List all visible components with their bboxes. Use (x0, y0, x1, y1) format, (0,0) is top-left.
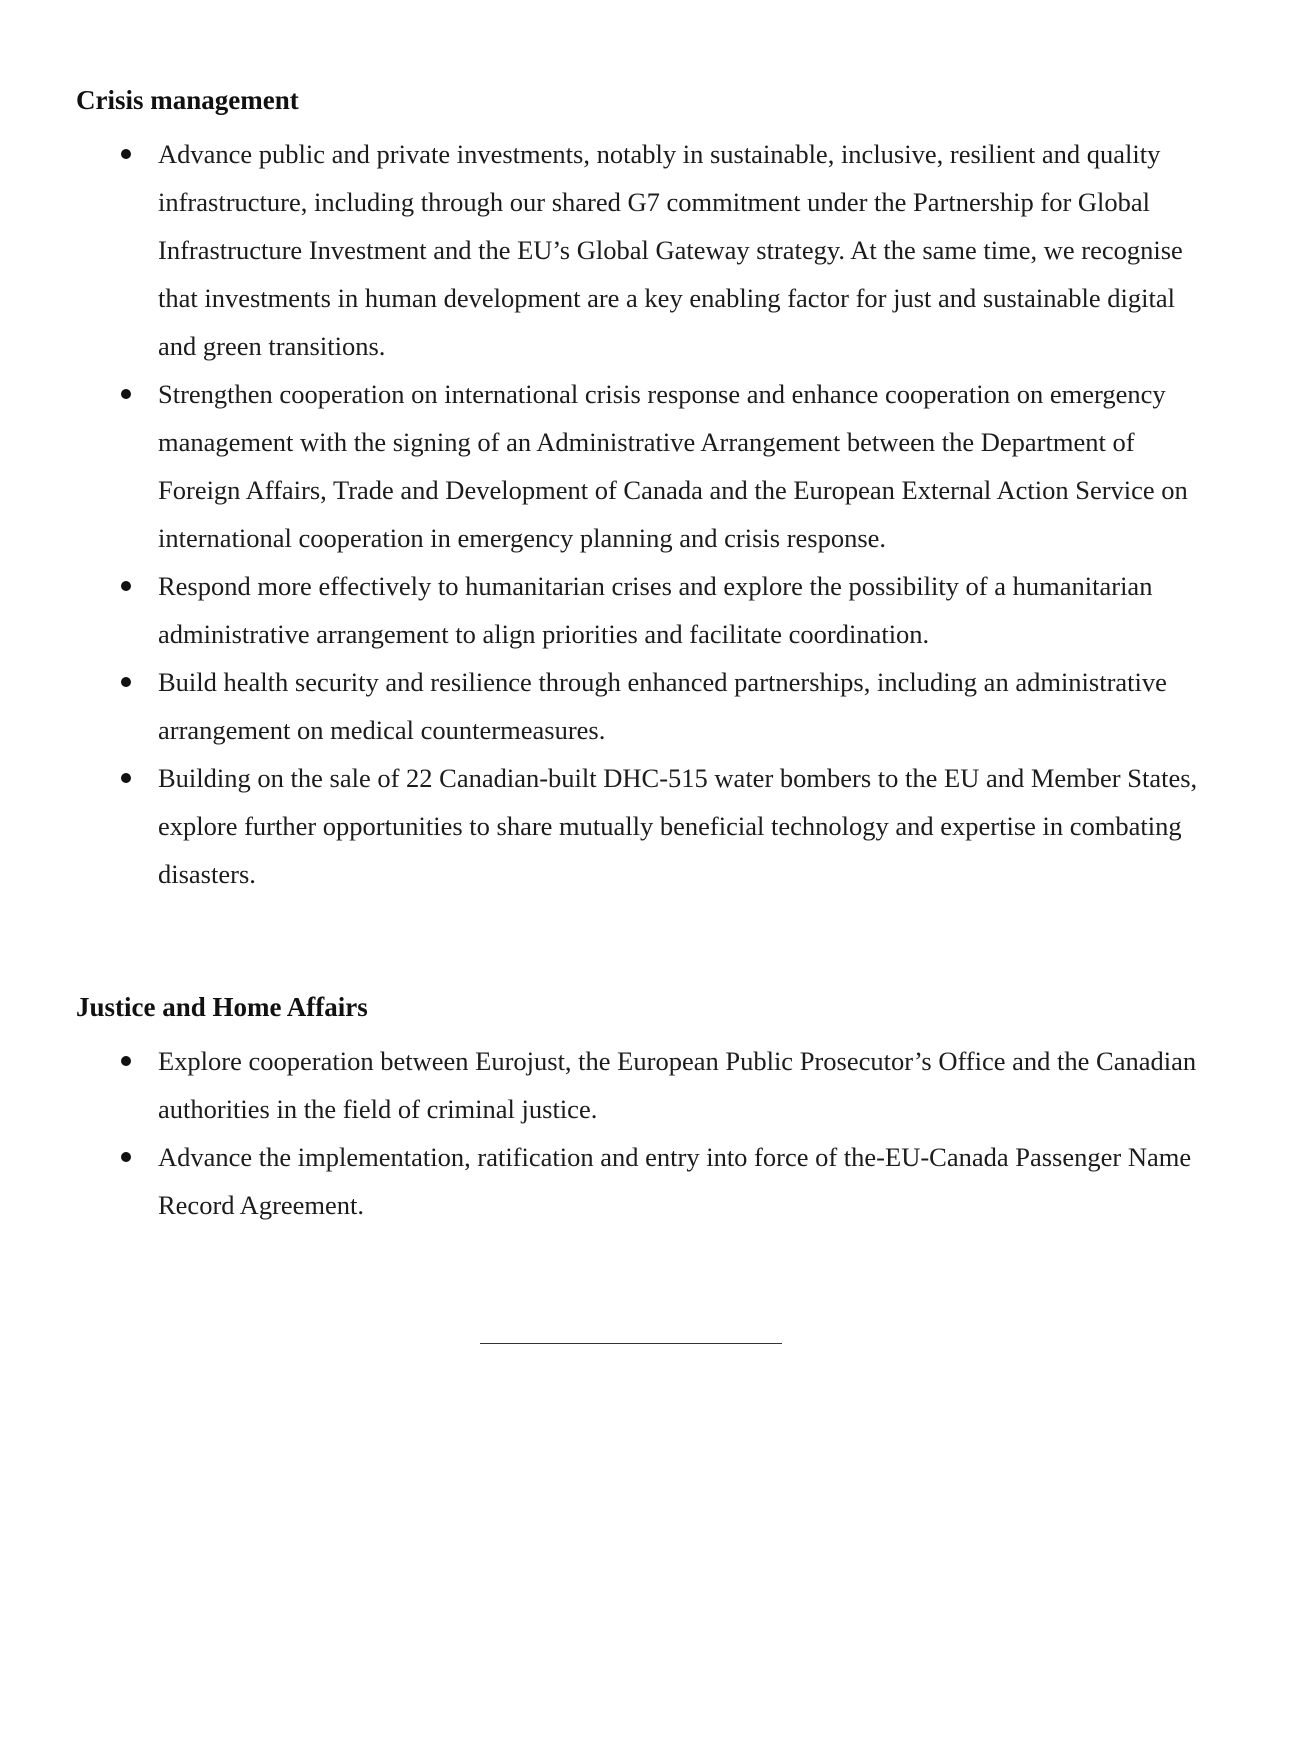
list-item (76, 1037, 1206, 1133)
list-item (76, 754, 1206, 898)
list-item (76, 1133, 1206, 1229)
list-item (76, 370, 1206, 562)
list-item (76, 562, 1206, 658)
list-item-text: Respond more effectively to humanitarian crises and explore the possibility of a humanitarian administrative arrangement to align priorities and facilitate coordination. (158, 571, 1153, 649)
list-item (76, 658, 1206, 754)
bullet-icon (121, 581, 131, 591)
bullet-list (76, 130, 1206, 898)
bullet-icon (121, 773, 131, 783)
list-item-text: Building on the sale of 22 Canadian-built DHC-515 water bombers to the EU and Member States, explore further opportunities to share mutually beneficial technology and expertise in combating disasters. (158, 763, 1198, 889)
list-item-text: Explore cooperation between Eurojust, the European Public Prosecutor’s Office and the Canadian authorities in the field of criminal justice. (158, 1046, 1197, 1124)
end-divider-line (480, 1343, 782, 1344)
list-item-text: Strengthen cooperation on international crisis response and enhance cooperation on emergency management with the signing of an Administrative Arrangement between the Department of Foreign Affairs, Trade and Development of Canada and the European External Action Service on international cooperation in emergency planning and crisis response. (158, 379, 1188, 553)
section-heading: Crisis management (76, 85, 299, 115)
list-item-text: Build health security and resilience through enhanced partnerships, including an administrative arrangement on medical countermeasures. (158, 667, 1167, 745)
bullet-icon (121, 149, 131, 159)
bullet-icon (121, 1152, 131, 1162)
bullet-icon (121, 389, 131, 399)
bullet-list (76, 1037, 1206, 1229)
bullet-icon (121, 1056, 131, 1066)
section-heading: Justice and Home Affairs (76, 992, 368, 1022)
list-item (76, 130, 1206, 370)
bullet-icon (121, 677, 131, 687)
list-item-text: Advance the implementation, ratification and entry into force of the-EU-Canada Passenger Name Record Agreement. (158, 1142, 1192, 1220)
section-justice-home-affairs (76, 985, 1206, 1229)
list-item-text: Advance public and private investments, notably in sustainable, inclusive, resilient and quality infrastructure, including through our shared G7 commitment under the Partnership for Global Infrastructure Investment and the EU’s Global Gateway strategy. At the same time, we recognise that investments in human development are a key enabling factor for just and sustainable digital and green transitions. (158, 139, 1183, 361)
section-crisis-management (76, 78, 1206, 898)
